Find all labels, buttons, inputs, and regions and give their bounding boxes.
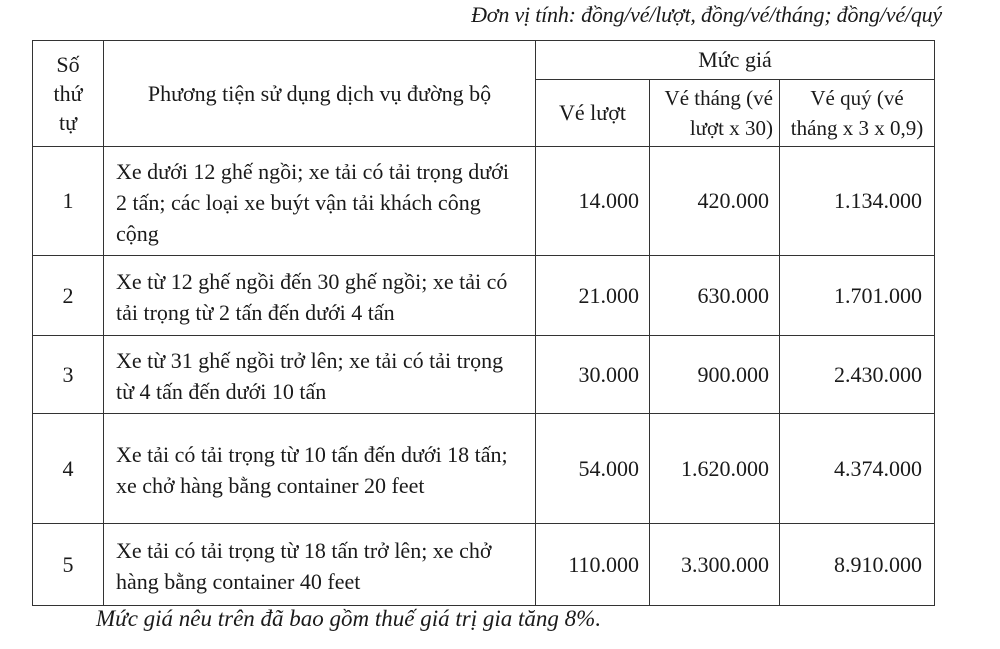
table-row bbox=[33, 524, 935, 606]
cell-ve-thang: 420.000 bbox=[650, 147, 780, 256]
header-ve-luot: Vé lượt bbox=[536, 80, 650, 147]
cell-stt: 3 bbox=[33, 336, 104, 414]
cell-ve-quy: 2.430.000 bbox=[780, 336, 935, 414]
cell-ve-thang: 1.620.000 bbox=[650, 414, 780, 524]
cell-ve-quy: 1.701.000 bbox=[780, 256, 935, 336]
header-row-1 bbox=[33, 41, 935, 80]
header-ve-thang-line: Vé tháng (vé bbox=[664, 86, 773, 111]
cell-ve-luot: 30.000 bbox=[536, 336, 650, 414]
cell-ve-quy: 8.910.000 bbox=[780, 524, 935, 606]
vat-note: Mức giá nêu trên đã bao gồm thuế giá trị gia tăng 8%. bbox=[96, 606, 602, 631]
cell-ve-luot: 54.000 bbox=[536, 414, 650, 524]
cell-vehicle: Xe từ 31 ghế ngồi trở lên; xe tải có tải trọng từ 4 tấn đến dưới 10 tấn bbox=[104, 336, 536, 414]
cell-ve-luot: 14.000 bbox=[536, 147, 650, 256]
cell-ve-thang: 630.000 bbox=[650, 256, 780, 336]
header-stt bbox=[33, 41, 104, 147]
header-stt-line: thứ bbox=[53, 81, 83, 106]
cell-ve-luot: 110.000 bbox=[536, 524, 650, 606]
header-price-group: Mức giá bbox=[536, 41, 935, 80]
header-stt-line: Số bbox=[56, 52, 80, 77]
cell-stt: 1 bbox=[33, 147, 104, 256]
header-ve-quy bbox=[780, 80, 935, 147]
cell-ve-thang: 3.300.000 bbox=[650, 524, 780, 606]
unit-note: Đơn vị tính: đồng/vé/lượt, đồng/vé/tháng; đồng/vé/quý bbox=[471, 2, 942, 27]
cell-vehicle: Xe từ 12 ghế ngồi đến 30 ghế ngồi; xe tải có tải trọng từ 2 tấn đến dưới 4 tấn bbox=[104, 256, 536, 336]
cell-vehicle: Xe tải có tải trọng từ 10 tấn đến dưới 18 tấn; xe chở hàng bằng container 20 feet bbox=[104, 414, 536, 524]
header-stt-line: tự bbox=[58, 110, 78, 135]
table-row bbox=[33, 256, 935, 336]
cell-ve-quy: 1.134.000 bbox=[780, 147, 935, 256]
cell-vehicle: Xe dưới 12 ghế ngồi; xe tải có tải trọng dưới 2 tấn; các loại xe buýt vận tải khách công cộng bbox=[104, 147, 536, 256]
cell-ve-luot: 21.000 bbox=[536, 256, 650, 336]
header-vehicle: Phương tiện sử dụng dịch vụ đường bộ bbox=[104, 41, 536, 147]
header-ve-thang-line: lượt x 30) bbox=[689, 116, 773, 141]
table-row bbox=[33, 336, 935, 414]
cell-ve-quy: 4.374.000 bbox=[780, 414, 935, 524]
header-ve-thang bbox=[650, 80, 780, 147]
header-ve-quy-line: tháng x 3 x 0,9) bbox=[790, 116, 924, 141]
header-ve-quy-line: Vé quý (vé bbox=[810, 86, 904, 111]
cell-stt: 5 bbox=[33, 524, 104, 606]
table-row bbox=[33, 147, 935, 256]
cell-ve-thang: 900.000 bbox=[650, 336, 780, 414]
cell-stt: 4 bbox=[33, 414, 104, 524]
cell-vehicle: Xe tải có tải trọng từ 18 tấn trở lên; xe chở hàng bằng container 40 feet bbox=[104, 524, 536, 606]
cell-stt: 2 bbox=[33, 256, 104, 336]
table-row bbox=[33, 414, 935, 524]
price-table bbox=[32, 40, 935, 606]
